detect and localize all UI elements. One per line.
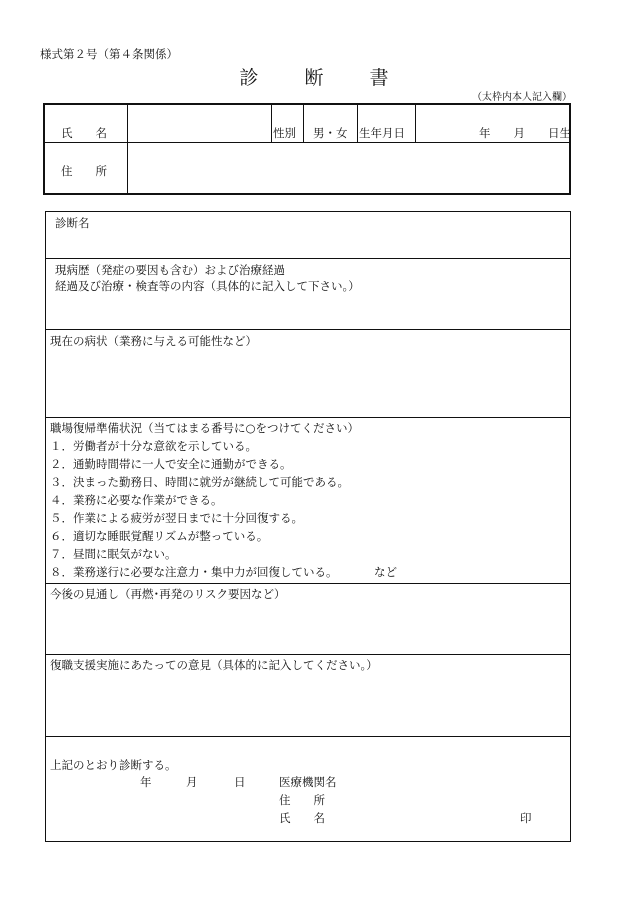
document-title: [0, 63, 630, 90]
form-number: 様式第２号（第４条関係）: [40, 47, 178, 61]
cert-address-label: 住 所: [279, 793, 325, 807]
cert-day[interactable]: 日: [234, 775, 246, 789]
name-field[interactable]: [129, 126, 269, 140]
title-char-3: 書: [369, 67, 391, 89]
current-symptoms-label: 現在の病状（業務に与える可能性など）: [50, 334, 257, 348]
personal-info-box: [43, 103, 571, 195]
address-label: 住 所: [61, 164, 107, 178]
prognosis-label: 今後の見通し（再燃･再発のリスク要因など）: [50, 587, 286, 601]
history-instructions: 経過及び治療・検査等の内容（具体的に記入して下さい。）: [55, 279, 360, 293]
seal-mark: 印: [520, 811, 532, 825]
title-char-2: 断: [304, 67, 326, 89]
institution-label: 医療機関名: [279, 775, 337, 789]
readiness-item[interactable]: ７．昼間に眠気がない。: [50, 547, 177, 561]
history-label: 現病歴（発症の要因も含む）および治療経過: [55, 263, 285, 277]
diagnosis-label: 診断名: [55, 216, 90, 230]
readiness-etc: など: [374, 565, 397, 579]
readiness-item[interactable]: １．労働者が十分な意欲を示している。: [50, 439, 257, 453]
name-label: 氏 名: [61, 126, 107, 140]
address-field[interactable]: [129, 149, 567, 189]
readiness-item[interactable]: ３．決まった勤務日、時間に就労が継続して可能である。: [50, 475, 349, 489]
readiness-title: 職場復帰準備状況（当てはまる番号に○をつけてください）: [50, 421, 360, 435]
readiness-item[interactable]: ８．業務遂行に必要な注意力・集中力が回復している。: [50, 565, 338, 579]
readiness-item[interactable]: ６．適切な睡眠覚醒リズムが整っている。: [50, 529, 269, 543]
self-entry-note: （太枠内本人記入欄）: [472, 92, 572, 103]
gender-options[interactable]: 男・女: [313, 126, 348, 140]
certification-statement: 上記のとおり診断する。: [50, 758, 177, 772]
title-char-1: 診: [239, 67, 261, 89]
readiness-item[interactable]: ２．通勤時間帯に一人で安全に通勤ができる。: [50, 457, 292, 471]
cert-month[interactable]: 月: [186, 775, 198, 789]
dob-format[interactable]: 年 月 日生: [479, 126, 571, 140]
diagnosis-content-box: [45, 211, 571, 842]
cert-name-label: 氏 名: [279, 811, 325, 825]
readiness-item[interactable]: ４．業務に必要な作業ができる。: [50, 493, 223, 507]
dob-label: 生年月日: [359, 126, 405, 140]
cert-year[interactable]: 年: [140, 775, 152, 789]
opinion-label: 復職支援実施にあたっての意見（具体的に記入してください。）: [50, 658, 378, 672]
gender-label: 性別: [273, 126, 296, 140]
readiness-item[interactable]: ５．作業による疲労が翌日までに十分回復する。: [50, 511, 303, 525]
name-row: [45, 105, 569, 143]
